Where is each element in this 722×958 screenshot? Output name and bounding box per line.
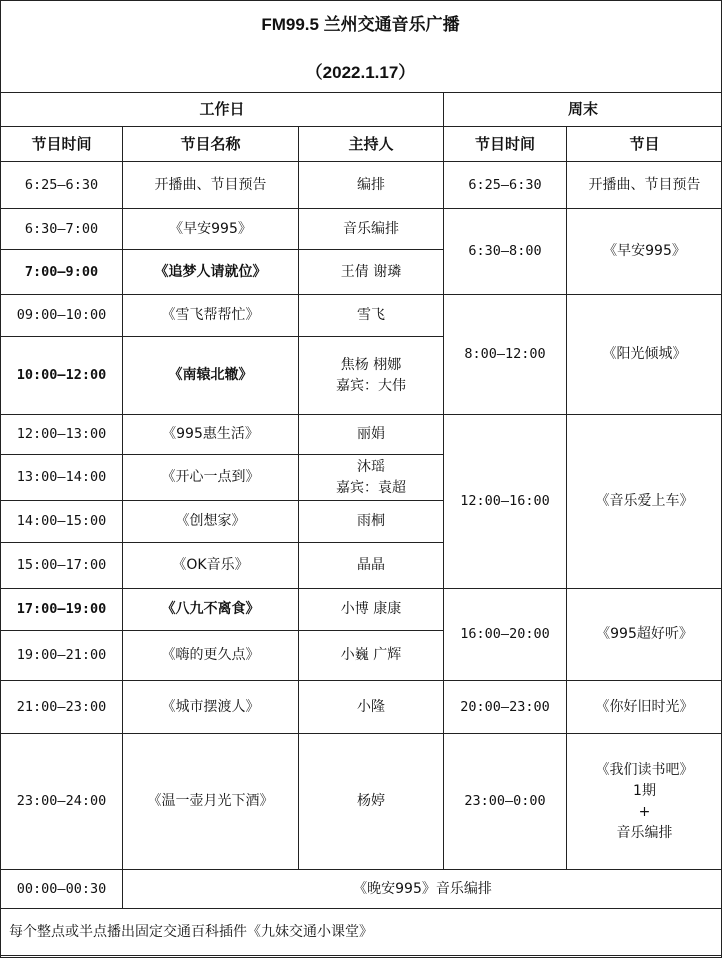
weekend-program: 开播曲、节目预告 xyxy=(567,162,722,209)
weekday-host xyxy=(299,337,444,415)
weekday-time: 6:25—6:30 xyxy=(1,162,123,209)
weekday-program: 《OK音乐》 xyxy=(123,543,299,589)
weekday-program: 《早安995》 xyxy=(123,209,299,250)
table-row xyxy=(1,162,722,209)
weekend-program: 《你好旧时光》 xyxy=(567,681,722,734)
weekday-host: 小博 康康 xyxy=(299,589,444,631)
weekday-time: 7:00—9:00 xyxy=(1,250,123,295)
program-line: 音乐编排 xyxy=(616,824,673,841)
weekend-program xyxy=(567,734,722,870)
schedule-table xyxy=(0,92,722,956)
weekday-host: 晶晶 xyxy=(299,543,444,589)
weekend-program: 《995超好听》 xyxy=(567,589,722,681)
weekday-program: 《创想家》 xyxy=(123,501,299,543)
col-header-host: 主持人 xyxy=(299,127,444,162)
table-row xyxy=(1,734,722,870)
weekday-time: 10:00—12:00 xyxy=(1,337,123,415)
section-header-row xyxy=(1,93,722,127)
table-row xyxy=(1,589,722,631)
midnight-row xyxy=(1,870,722,909)
weekend-time: 8:00—12:00 xyxy=(444,295,567,415)
table-row xyxy=(1,415,722,455)
weekend-time: 6:30—8:00 xyxy=(444,209,567,295)
weekday-program: 《温一壶月光下酒》 xyxy=(123,734,299,870)
footer-row xyxy=(1,909,722,956)
weekend-time: 16:00—20:00 xyxy=(444,589,567,681)
weekday-time: 23:00—24:00 xyxy=(1,734,123,870)
program-line: 1期 xyxy=(633,782,656,799)
weekend-header: 周末 xyxy=(444,93,722,127)
weekday-host: 编排 xyxy=(299,162,444,209)
table-row xyxy=(1,681,722,734)
guest-line: 嘉宾：大伟 xyxy=(336,377,406,394)
weekday-time: 15:00—17:00 xyxy=(1,543,123,589)
program-line: 《我们读书吧》 xyxy=(595,761,694,778)
table-row xyxy=(1,295,722,337)
midnight-time: 00:00—00:30 xyxy=(1,870,123,909)
weekday-host: 王倩 谢璘 xyxy=(299,250,444,295)
weekday-program: 《开心一点到》 xyxy=(123,455,299,501)
weekend-time: 23:00—0:00 xyxy=(444,734,567,870)
weekday-program: 《追梦人请就位》 xyxy=(123,250,299,295)
weekday-header: 工作日 xyxy=(1,93,444,127)
weekday-host: 杨婷 xyxy=(299,734,444,870)
weekday-host: 音乐编排 xyxy=(299,209,444,250)
col-header-time: 节目时间 xyxy=(1,127,123,162)
weekday-host xyxy=(299,455,444,501)
col-header-name: 节目名称 xyxy=(123,127,299,162)
midnight-program: 《晚安995》音乐编排 xyxy=(123,870,722,909)
col-header-weekend-time: 节目时间 xyxy=(444,127,567,162)
weekday-time: 21:00—23:00 xyxy=(1,681,123,734)
weekday-program: 《嗨的更久点》 xyxy=(123,631,299,681)
weekday-program: 《南辕北辙》 xyxy=(123,337,299,415)
weekday-time: 6:30—7:00 xyxy=(1,209,123,250)
weekday-time: 17:00—19:00 xyxy=(1,589,123,631)
weekday-time: 13:00—14:00 xyxy=(1,455,123,501)
schedule-date: （2022.1.17） xyxy=(305,63,416,82)
column-header-row xyxy=(1,127,722,162)
weekday-host: 雪飞 xyxy=(299,295,444,337)
weekday-program: 《雪飞帮帮忙》 xyxy=(123,295,299,337)
guest-line: 嘉宾：袁超 xyxy=(336,479,406,496)
program-line: + xyxy=(638,803,651,820)
weekday-time: 12:00—13:00 xyxy=(1,415,123,455)
weekend-program: 《早安995》 xyxy=(567,209,722,295)
weekend-time: 20:00—23:00 xyxy=(444,681,567,734)
weekday-program: 开播曲、节目预告 xyxy=(123,162,299,209)
weekday-time: 19:00—21:00 xyxy=(1,631,123,681)
weekday-program: 《城市摆渡人》 xyxy=(123,681,299,734)
weekend-time: 6:25—6:30 xyxy=(444,162,567,209)
weekday-time: 14:00—15:00 xyxy=(1,501,123,543)
weekend-time: 12:00—16:00 xyxy=(444,415,567,589)
page-title: FM99.5 兰州交通音乐广播 xyxy=(261,15,460,34)
weekday-program: 《995惠生活》 xyxy=(123,415,299,455)
table-row xyxy=(1,209,722,250)
weekday-host: 小巍 广辉 xyxy=(299,631,444,681)
weekday-host: 小隆 xyxy=(299,681,444,734)
weekday-time: 09:00—10:00 xyxy=(1,295,123,337)
host-line: 焦杨 栩娜 xyxy=(340,356,402,373)
weekday-host: 雨桐 xyxy=(299,501,444,543)
host-line: 沐瑶 xyxy=(357,458,385,475)
weekday-program: 《八九不离食》 xyxy=(123,589,299,631)
col-header-weekend-program: 节目 xyxy=(567,127,722,162)
weekday-host: 丽娟 xyxy=(299,415,444,455)
footer-note: 每个整点或半点播出固定交通百科插件《九妹交通小课堂》 xyxy=(1,909,722,956)
weekend-program: 《音乐爱上车》 xyxy=(567,415,722,589)
weekend-program: 《阳光倾城》 xyxy=(567,295,722,415)
